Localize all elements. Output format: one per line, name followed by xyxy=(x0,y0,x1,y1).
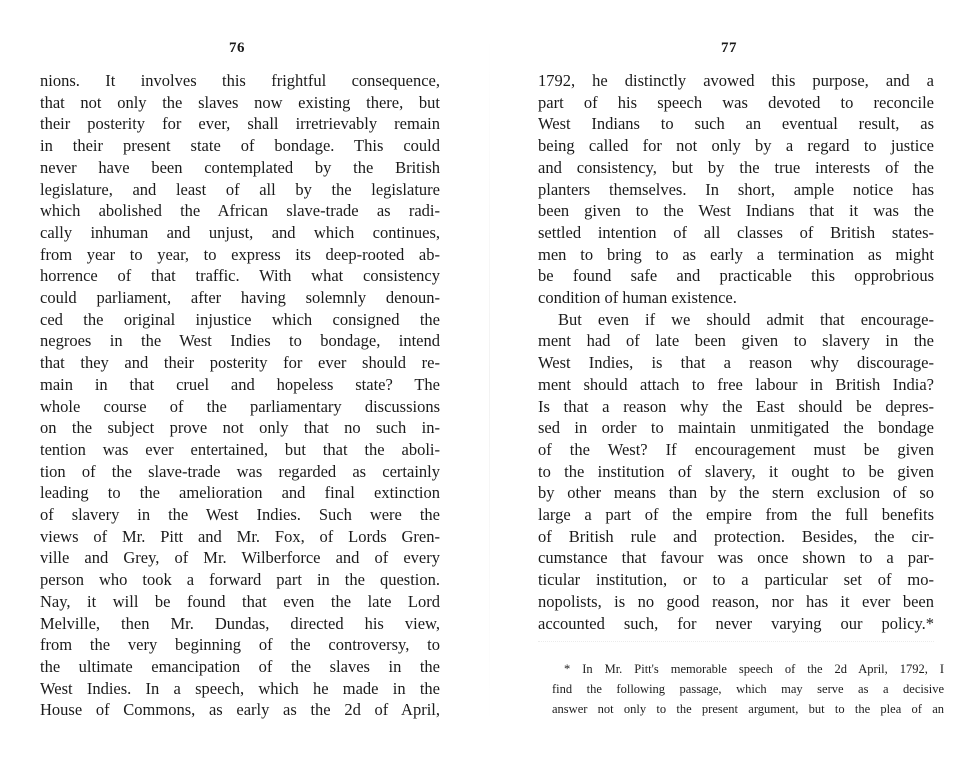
text-line: part of his speech was devoted to reconcile xyxy=(538,92,934,112)
text-line: planters themselves. In short, ample notice has xyxy=(538,179,934,199)
text-line: leading to the amelioration and final extinction xyxy=(40,483,440,503)
text-line: by other means than by the stern exclusion of so xyxy=(538,483,934,503)
footnote-divider xyxy=(538,641,934,642)
text-line: their posterity for ever, shall irretrievably remain xyxy=(40,114,440,134)
text-line: which abolished the African slave-trade as radi- xyxy=(40,201,440,221)
text-line: to the institution of slavery, it ought to be given xyxy=(538,461,934,481)
text-line: condition of human existence. xyxy=(538,288,737,308)
right-page xyxy=(490,0,980,759)
right-page-body xyxy=(538,70,934,634)
text-line: the ultimate emancipation of the slaves in the xyxy=(40,656,440,676)
text-line: large a part of the empire from the full benefits xyxy=(538,505,934,525)
text-line: on the subject prove not only that no such in- xyxy=(40,418,440,438)
footnote xyxy=(552,660,944,719)
text-line: and consistency, but by the true interests of the xyxy=(538,157,934,177)
text-line: that they and their posterity for ever should re- xyxy=(40,353,440,373)
text-line: negroes in the West Indies to bondage, intend xyxy=(40,331,440,351)
text-line: settled intention of all classes of British states- xyxy=(538,222,934,242)
text-line: ticular institution, or to a particular set of mo- xyxy=(538,570,934,590)
text-line: nopolists, is no good reason, nor has it ever been xyxy=(538,591,934,611)
text-line: being called for not only by a regard to justice xyxy=(538,136,934,156)
text-line: from year to year, to express its deep-rooted ab- xyxy=(40,244,440,264)
text-line: West Indies, is that a reason why discourage- xyxy=(538,353,934,373)
text-line: But even if we should admit that encourage- xyxy=(558,309,934,329)
left-page-body xyxy=(40,70,440,721)
text-line: House of Commons, as early as the 2d of April, xyxy=(40,700,440,720)
text-line: main in that cruel and hopeless state? The xyxy=(40,374,440,394)
text-line: ment should attach to free labour in British India? xyxy=(538,374,934,394)
text-line: whole course of the parliamentary discussions xyxy=(40,396,440,416)
text-line: ced the original injustice which consigned the xyxy=(40,309,440,329)
text-line: views of Mr. Pitt and Mr. Fox, of Lords Gren- xyxy=(40,526,440,546)
text-line: men to bring to as early a termination as might xyxy=(538,244,934,264)
text-line: Is that a reason why the East should be depres- xyxy=(538,396,934,416)
text-line: Melville, then Mr. Dundas, directed his view, xyxy=(40,613,440,633)
text-line: of British rule and protection. Besides, the cir- xyxy=(538,526,934,546)
text-line: Nay, it will be found that even the late Lord xyxy=(40,591,440,611)
footnote-line: find the following passage, which may serve as a decisive xyxy=(552,681,944,696)
text-line: ment had of late been given to slavery in the xyxy=(538,331,934,351)
text-line: could parliament, after having solemnly denoun- xyxy=(40,288,440,308)
text-line: legislature, and least of all by the legislature xyxy=(40,179,440,199)
text-line: sed in order to maintain unmitigated the bondage xyxy=(538,418,934,438)
text-line: from the very beginning of the controversy, to xyxy=(40,635,440,655)
text-line: cumstance that favour was once shown to a par- xyxy=(538,548,934,568)
footnote-line: answer not only to the present argument, but to the plea of an xyxy=(552,701,944,716)
text-line: cally inhuman and unjust, and which continues, xyxy=(40,222,440,242)
text-line: of slavery in the West Indies. Such were the xyxy=(40,505,440,525)
text-line: West Indians to such an eventual result, as xyxy=(538,114,934,134)
text-line: 1792, he distinctly avowed this purpose, and a xyxy=(538,71,934,90)
text-line: of the West? If encouragement must be given xyxy=(538,439,934,459)
text-line: tion of the slave-trade was regarded as certainly xyxy=(40,461,440,481)
text-line: tention was ever entertained, but that the aboli- xyxy=(40,439,440,459)
text-line: been given to the West Indians that it was the xyxy=(538,201,934,221)
text-line: person who took a forward part in the question. xyxy=(40,570,440,590)
text-line: horrence of that traffic. With what consistency xyxy=(40,266,440,286)
text-line: nions. It involves this frightful consequence, xyxy=(40,71,440,90)
text-line: in their present state of bondage. This could xyxy=(40,136,440,156)
page-number: 76 xyxy=(229,40,245,56)
page-number: 77 xyxy=(721,40,737,56)
text-line: never have been contemplated by the British xyxy=(40,157,440,177)
text-line: ville and Grey, of Mr. Wilberforce and of every xyxy=(40,548,440,568)
text-line: that not only the slaves now existing there, but xyxy=(40,92,440,112)
text-line: be found safe and practicable this opprobrious xyxy=(538,266,934,286)
text-line: accounted such, for never varying our policy.* xyxy=(538,613,934,633)
text-line: West Indies. In a speech, which he made in the xyxy=(40,678,440,698)
footnote-line: * In Mr. Pitt's memorable speech of the 2d April, 1792, I xyxy=(564,662,944,676)
